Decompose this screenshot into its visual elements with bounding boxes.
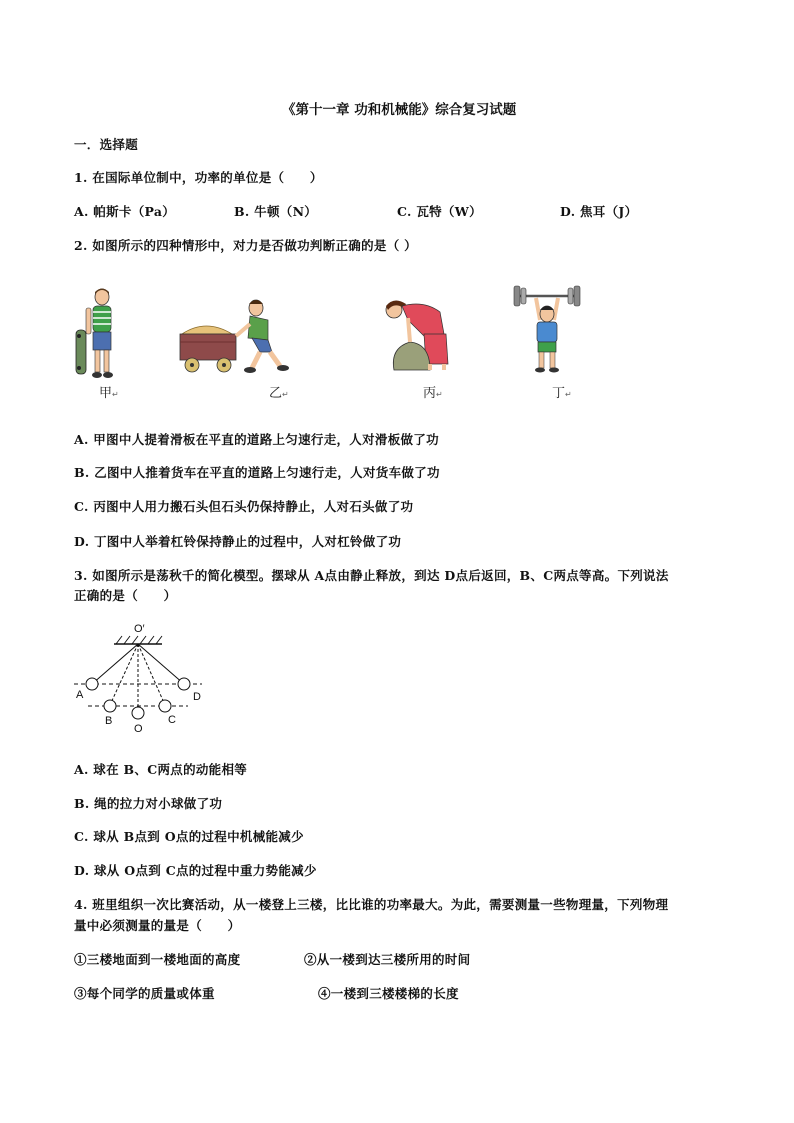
- figure-label-bing: 丙↵: [423, 386, 443, 401]
- question-1-option-c: C. 瓦特（W）: [397, 204, 482, 219]
- question-4-item-2: ②从一楼到达三楼所用的时间: [304, 952, 471, 967]
- question-3-option-a: A. 球在 B、C两点的动能相等: [74, 762, 248, 777]
- question-2-option-c: C. 丙图中人用力搬石头但石头仍保持静止，人对石头做了功: [74, 499, 414, 514]
- page-title: 《第十一章 功和机械能》综合复习试题: [282, 102, 517, 118]
- question-4-stem-line1: 4. 班里组织一次比赛活动，从一楼登上三楼，比比谁的功率最大。为此，需要测量一些物理量，下列物理: [74, 897, 669, 912]
- question-2-option-a: A. 甲图中人提着滑板在平直的道路上匀速行走，人对滑板做了功: [74, 432, 439, 447]
- question-2-option-b: B. 乙图中人推着货车在平直的道路上匀速行走，人对货车做了功: [74, 465, 440, 480]
- point-label-a: A: [76, 689, 84, 701]
- question-1-stem: 1. 在国际单位制中，功率的单位是（ ）: [74, 170, 323, 185]
- figure-bing-push-stone: [374, 294, 462, 372]
- question-4-item-4: ④一楼到三楼楼梯的长度: [318, 986, 459, 1001]
- question-1-option-b: B. 牛顿（N）: [234, 204, 318, 219]
- pivot-label: O′: [134, 623, 145, 635]
- question-1-option-a: A. 帕斯卡（Pa）: [74, 204, 176, 219]
- question-2-option-d: D. 丁图中人举着杠铃保持静止的过程中，人对杠铃做了功: [74, 534, 402, 549]
- figure-jia-boy-skateboard: [72, 286, 132, 382]
- question-1-option-d: D. 焦耳（J）: [560, 204, 638, 219]
- figure-label-yi: 乙↵: [269, 386, 289, 401]
- question-4-item-3: ③每个同学的质量或体重: [74, 986, 215, 1001]
- question-3-option-d: D. 球从 O点到 C点的过程中重力势能减少: [74, 863, 317, 878]
- point-label-c: C: [168, 714, 176, 726]
- figure-label-jia: 甲↵: [99, 386, 119, 401]
- figure-label-ding: 丁↵: [552, 386, 572, 401]
- question-2-stem: 2. 如图所示的四种情形中，对力是否做功判断正确的是（ ）: [74, 238, 417, 253]
- figure-yi-push-cart: [176, 296, 296, 376]
- point-label-b: B: [105, 715, 113, 727]
- question-3-option-b: B. 绳的拉力对小球做了功: [74, 796, 223, 811]
- question-3-stem-line2: 正确的是（ ）: [74, 588, 177, 603]
- question-3-option-c: C. 球从 B点到 O点的过程中机械能减少: [74, 829, 304, 844]
- point-label-o: O: [134, 723, 143, 735]
- figure-ding-barbell: [510, 282, 584, 374]
- question-3-stem-line1: 3. 如图所示是荡秋千的简化模型。摆球从 A点由静止释放，到达 D点后返回，B、C两点等高。下列说法: [74, 568, 669, 583]
- pendulum-diagram: [70, 620, 210, 735]
- question-4-stem-line2: 量中必须测量的量是（ ）: [74, 918, 241, 933]
- question-4-item-1: ①三楼地面到一楼地面的高度: [74, 952, 241, 967]
- point-label-d: D: [193, 691, 201, 703]
- section-heading: 一．选择题: [74, 137, 139, 152]
